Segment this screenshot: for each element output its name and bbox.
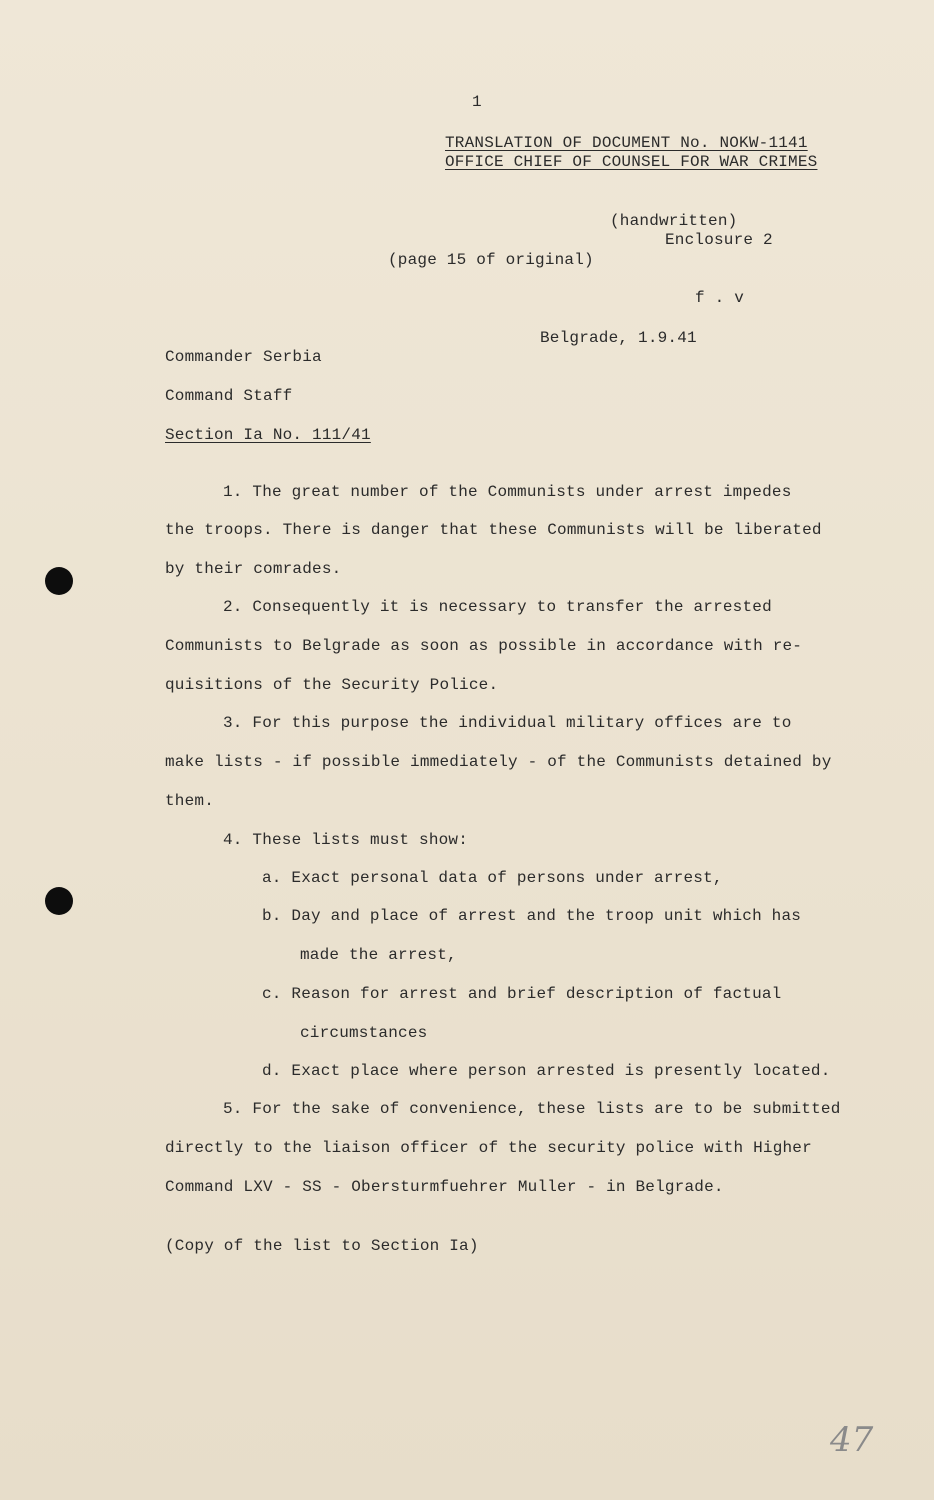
sender-line-3: Section Ia No. 111/41 <box>165 426 371 444</box>
list-item-continuation: made the arrest, <box>300 946 457 964</box>
place-date: Belgrade, 1.9.41 <box>540 329 697 347</box>
punch-hole-icon <box>45 567 73 595</box>
list-item: a. Exact personal data of persons under arrest, <box>262 869 723 887</box>
body-line: the troops. There is danger that these Communists will be liberated <box>165 521 822 539</box>
body-line: Command LXV - SS - Obersturmfuehrer Muller - in Belgrade. <box>165 1178 724 1196</box>
sender-line-1: Commander Serbia <box>165 348 322 366</box>
body-line: 1. The great number of the Communists under arrest impedes <box>223 483 792 501</box>
body-line: directly to the liaison officer of the security police with Higher <box>165 1139 812 1157</box>
copy-note: (Copy of the list to Section Ia) <box>165 1237 479 1255</box>
handwritten-page-number: 47 <box>830 1420 874 1460</box>
body-line: 4. These lists must show: <box>223 831 469 849</box>
body-line: 3. For this purpose the individual military offices are to <box>223 714 792 732</box>
list-item: b. Day and place of arrest and the troop unit which has <box>262 907 802 925</box>
handwritten-label: (handwritten) <box>610 212 738 230</box>
sender-line-2: Command Staff <box>165 387 293 405</box>
body-line: Communists to Belgrade as soon as possible in accordance with re- <box>165 637 803 655</box>
body-line: make lists - if possible immediately - of the Communists detained by <box>165 753 832 771</box>
punch-hole-icon <box>45 887 73 915</box>
body-line: quisitions of the Security Police. <box>165 676 499 694</box>
body-line: them. <box>165 792 215 810</box>
initials: f . v <box>695 289 745 307</box>
page-of-original: (page 15 of original) <box>388 251 594 269</box>
enclosure-label: Enclosure 2 <box>665 231 773 249</box>
list-item-continuation: circumstances <box>300 1024 428 1042</box>
page-number: 1 <box>472 93 482 111</box>
body-line: 2. Consequently it is necessary to transfer the arrested <box>223 598 772 616</box>
translation-header-line1: TRANSLATION OF DOCUMENT No. NOKW-1141 <box>445 134 808 152</box>
body-line: 5. For the sake of convenience, these lists are to be submitted <box>223 1100 841 1118</box>
body-line: by their comrades. <box>165 560 342 578</box>
list-item: c. Reason for arrest and brief description of factual <box>262 985 782 1003</box>
list-item: d. Exact place where person arrested is presently located. <box>262 1062 831 1080</box>
translation-header-line2: OFFICE CHIEF OF COUNSEL FOR WAR CRIMES <box>445 153 818 171</box>
